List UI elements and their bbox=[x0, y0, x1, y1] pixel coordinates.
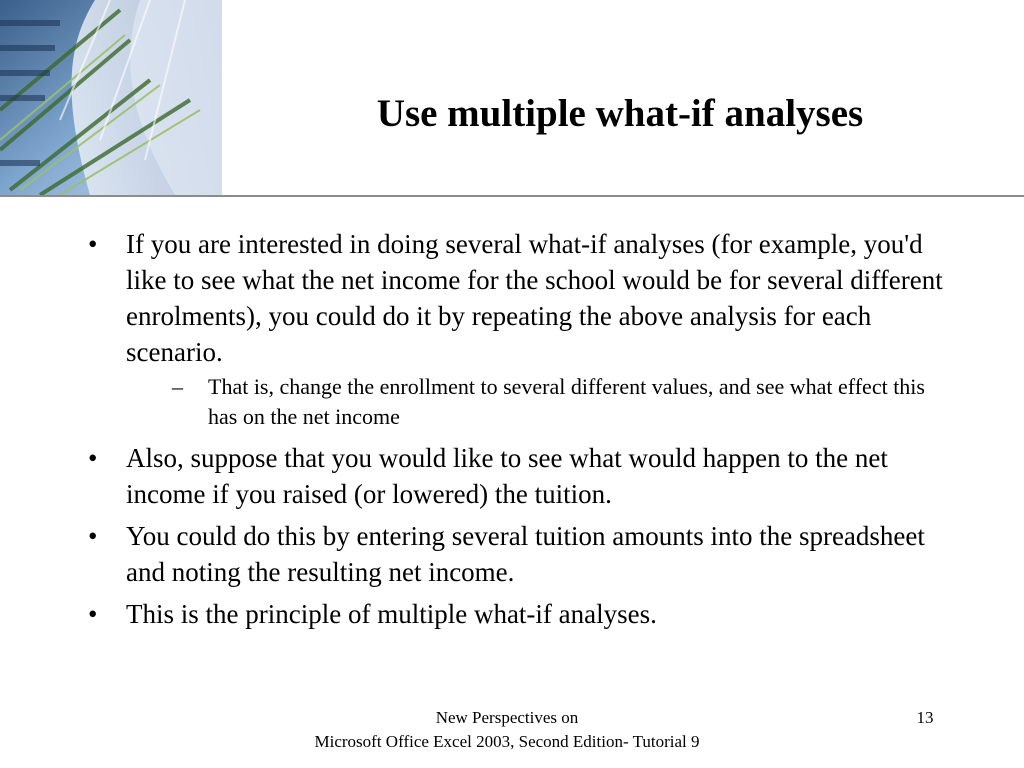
bullet-marker: • bbox=[88, 229, 98, 259]
bullet-marker: • bbox=[88, 443, 98, 473]
bullet-item bbox=[88, 226, 958, 432]
footer bbox=[262, 706, 752, 754]
bullet-list bbox=[88, 226, 958, 638]
bullet-item bbox=[88, 440, 958, 512]
bullet-text: Also, suppose that you would like to see what would happen to the net income if you raised (or lowered) the tuition. bbox=[126, 443, 888, 509]
bullet-text: If you are interested in doing several what-if analyses (for example, you'd like to see what the net income for the school would be for several different enrolments), you could do it by repeating the above analysis for each scenario. bbox=[126, 229, 943, 367]
footer-line-1: New Perspectives on bbox=[435, 708, 579, 727]
bullet-marker: • bbox=[88, 599, 98, 629]
sub-bullet-marker: – bbox=[172, 374, 183, 399]
bullet-item bbox=[88, 518, 958, 590]
header-divider bbox=[0, 195, 1024, 197]
footer-line-2: Microsoft Office Excel 2003, Second Edition- Tutorial 9 bbox=[314, 732, 700, 751]
architecture-photo-icon bbox=[0, 0, 222, 195]
bullet-text: You could do this by entering several tuition amounts into the spreadsheet and noting the resulting net income. bbox=[126, 521, 925, 587]
bullet-marker: • bbox=[88, 521, 98, 551]
bullet-text: This is the principle of multiple what-if analyses. bbox=[126, 599, 657, 629]
sub-bullet-item bbox=[162, 372, 958, 432]
slide-title: Use multiple what-if analyses bbox=[376, 92, 864, 135]
slide-number: 13 bbox=[916, 708, 934, 727]
sub-bullet-text: That is, change the enrollment to several different values, and see what effect this has on the net income bbox=[208, 374, 925, 429]
bullet-item bbox=[88, 596, 958, 632]
